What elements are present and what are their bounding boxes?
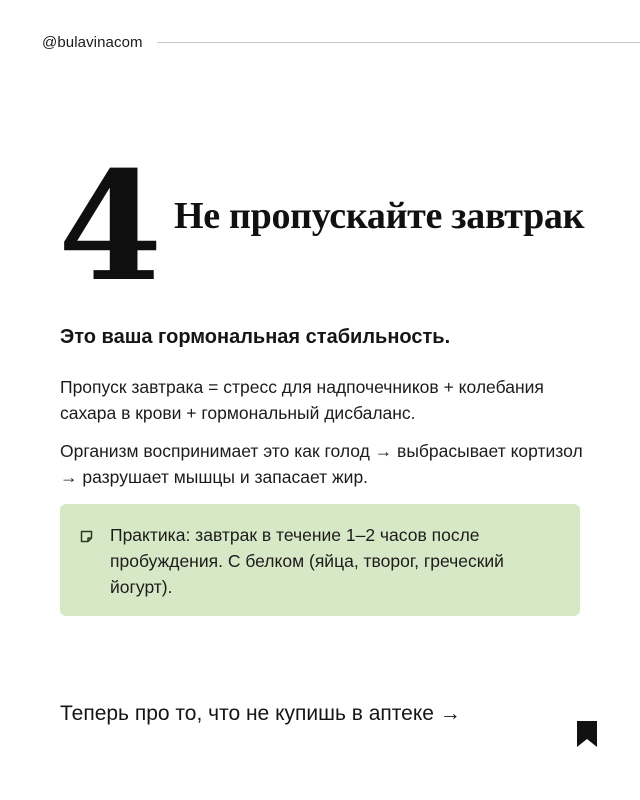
note-icon	[80, 530, 93, 543]
paragraph-stress: Пропуск завтрака = стресс для надпочечников + колебания сахара в крови + гормональный дисбаланс.	[60, 377, 544, 423]
practice-tip-box	[60, 504, 580, 616]
page-title: Не пропускайте завтрак	[174, 195, 585, 237]
bookmark-icon[interactable]	[576, 720, 598, 748]
header-divider	[157, 42, 640, 43]
next-topic-link[interactable]: Теперь про то, что не купишь в аптеке →	[60, 702, 461, 725]
subtitle: Это ваша гормональная стабильность.	[60, 326, 451, 348]
practice-tip-text: Практика: завтрак в течение 1–2 часов после пробуждения. С белком (яйца, творог, греческий йогурт).	[110, 525, 504, 597]
header	[42, 32, 640, 52]
paragraph-cortisol: Организм воспринимает это как голод → выбрасывает кортизол → разрушает мышцы и запасает жир.	[60, 441, 583, 487]
hero	[58, 139, 618, 315]
step-number: 4	[58, 139, 163, 315]
author-handle: @bulavinacom	[42, 33, 143, 51]
